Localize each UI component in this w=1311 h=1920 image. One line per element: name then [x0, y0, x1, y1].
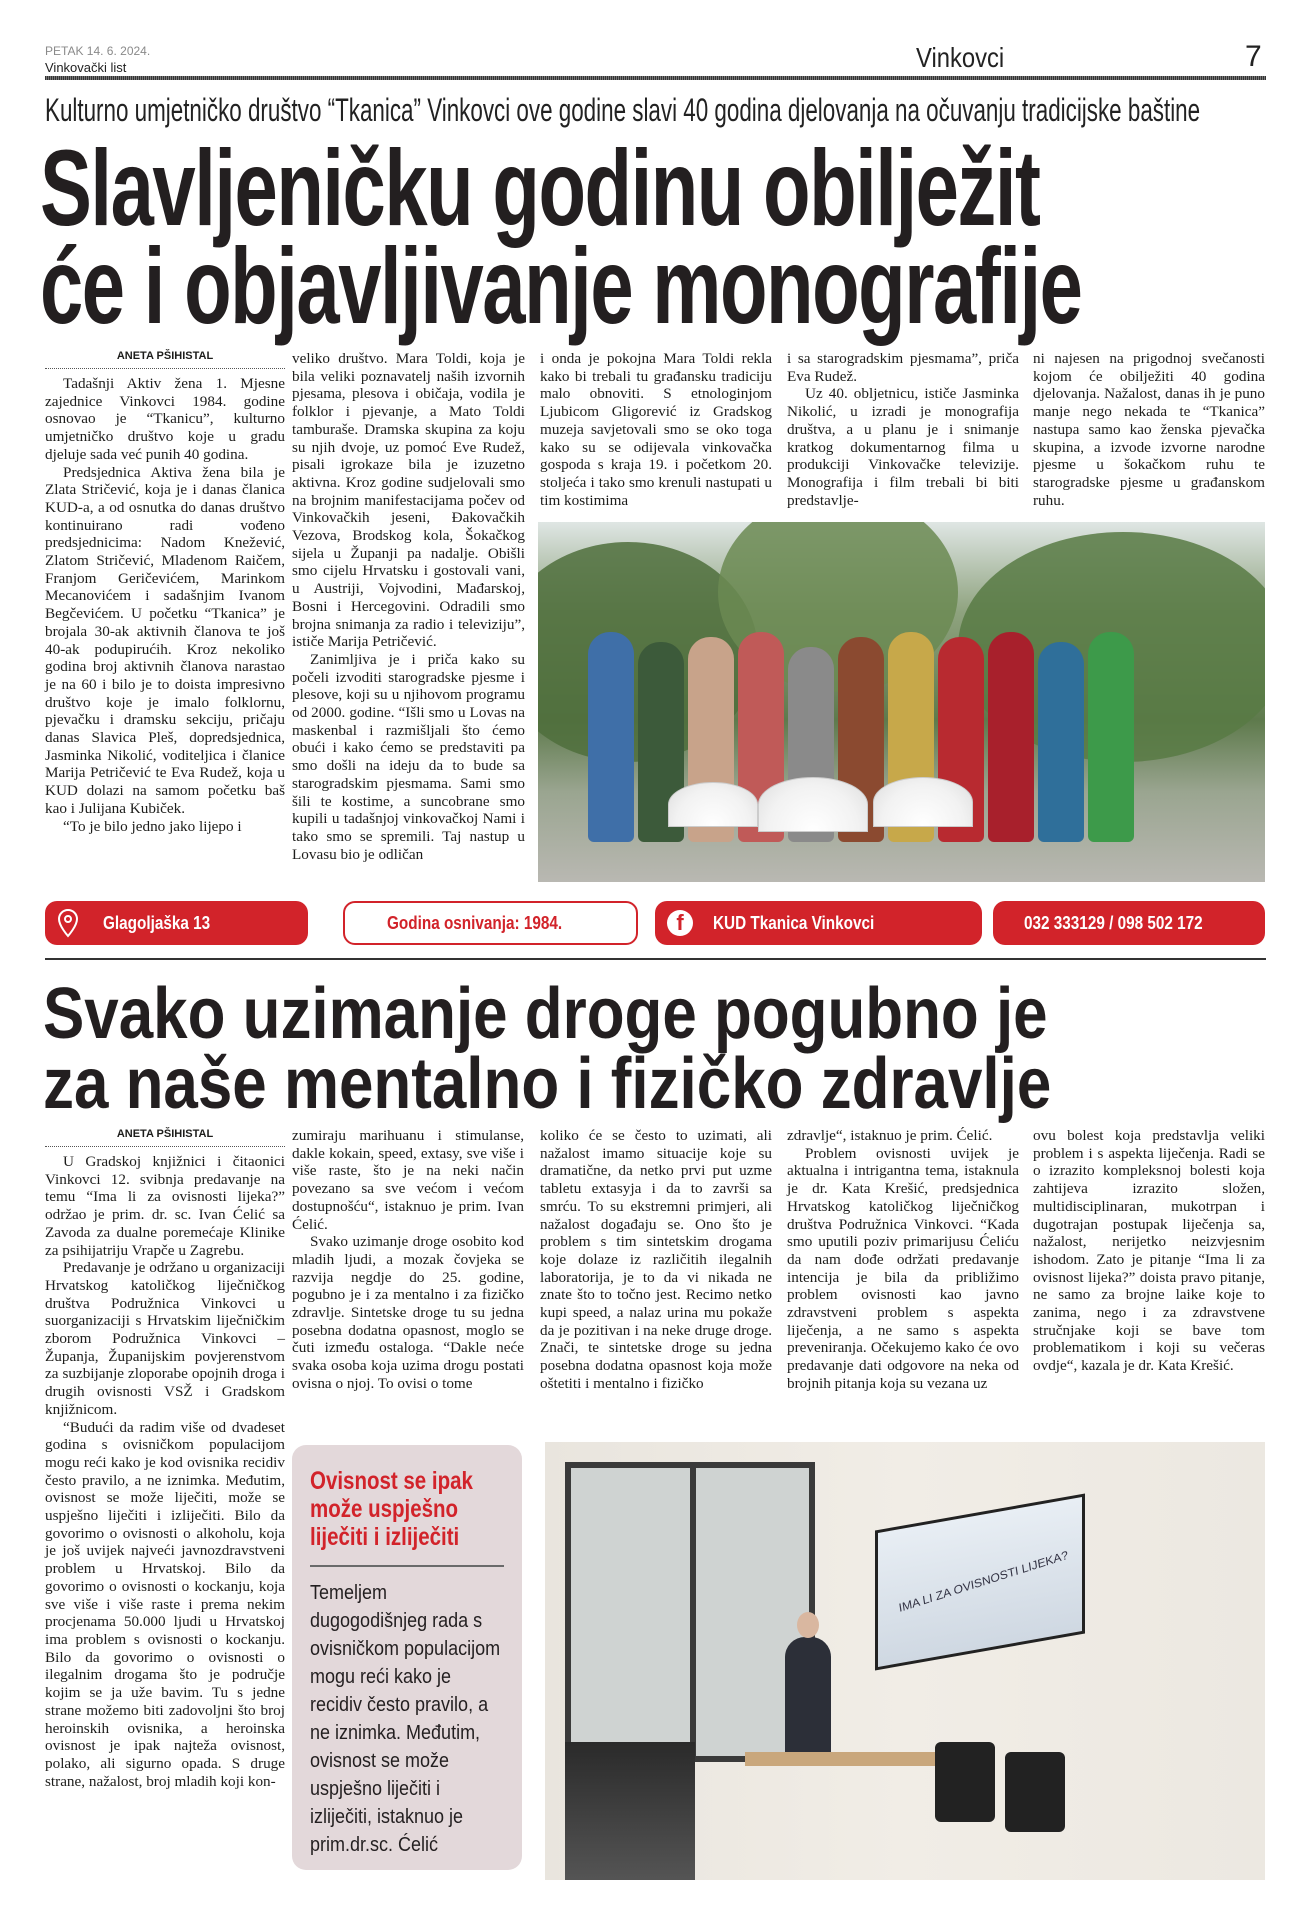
address-badge — [45, 901, 308, 945]
screen-title: IMA LI ZA OVISNOSTI LIJEKA? — [897, 1547, 1069, 1615]
issue-date: PETAK 14. 6. 2024. — [45, 44, 151, 58]
pull-quote-divider — [310, 1565, 504, 1567]
paragraph: “Budući da radim više od dvadeset godina s ovisničkom populacijom mogu reći kako je kod ovisnika recidiv često pravilo, a ne iznimka. Međutim, ovisnost se može liječiti, može se uspješno liječiti i izliječiti. Bilo da govorimo o ovisnosti o alkoholu, koja je još uvijek najveći javnozdravstveni problem u Hrvatskoj. Bilo da govorimo o ovisnosti o kockanju, koja sve više i više raste i prema nekim procjenama 50.000 ljudi u Hrvatskoj ima problem s ovisnosti o kockanju. Bilo da govorimo o ovisnosti o ilegalnim drogama što je područje kojim se ja uže bavim. Tu s jedne strane možemo biti zadovoljni što broj heroinskih ovisnika, a heroinska ovisnost je ipak najteža ovisnost, polako, ali sigurno opada. S druge strane, nažalost, broj mladih koji kon- — [45, 1418, 285, 1790]
paragraph: U Gradskoj knjižnici i čitaonici Vinkovci 12. svibnja predavanje na temu “Ima li za ovisnosti lijeka?” održao je prim. dr. sc. Ivan Ćelić sa Zavoda za dualne poremećaje Klinike za psihijatriju Vrapče u Zagrebu. — [45, 1153, 285, 1259]
paragraph: ovu bolest koja predstavlja veliki problem i s aspekta liječenja. Radi se o izrazito kompleksnoj bolesti koja zahtijeva izrazito složen, multidisciplinaran, mukotrpan i dugotrajan postupak liječenja sa, nažalost, nerijetko neizvjesnim ishodom. Zato je pitanje “Ima li za ovisnost lijeka?” doista pravo pitanje, ne samo za brojne laike koje to zanima, nego i za zdravstvene stručnjake koji se bave tom problematikom i koji su večeras ovdje“, kazala je dr. Kata Krešić. — [1033, 1127, 1265, 1375]
pull-quote-box — [292, 1445, 522, 1870]
founded-text: Godina osnivanja: 1984. — [387, 912, 563, 933]
paragraph: Problem ovisnosti uvijek je aktualna i intrigantna tema, istaknula je dr. Kata Krešić, predsjednica Hrvatskog katoličkog liječničkog društva Podružnica Vinkovci. “Kada smo uputili poziv primarijusu Ćeliću da nam dođe održati predavanje intencija je bila da približimo problem ovisnosti kao javno zdravstveni problem s aspekta liječenja, a ne samo s aspekta preveniranja. Očekujemo kako će ovo predavanje dati odgovore na neka od brojnih pitanja koja su vezana uz — [787, 1144, 1019, 1392]
facebook-icon: f — [667, 910, 693, 936]
location-pin-icon — [57, 908, 79, 938]
paragraph: veliko društvo. Mara Toldi, koja je bila veliki poznavatelj naših izvornih pjesama, plesova i običaja, vodila je folklor i pjevanje, a Mato Toldi tamburaše. Dramska skupina za koju su njih dvoje, uz pomoć Eve Rudež, pisali igrokaze bila je izuzetno aktivna. Kroz godine sudjelovali smo na brojnim manifestacijama počev od Vinkovačkih jeseni, Đakovačkih Vezova, Brodskog kola, Šokačkog sijela u Županji pa nadalje. Obišli smo cijelu Hrvatsku i gostovali vani, u Austriji, Vojvodini, Mađarskoj, Bosni i Hercegovini. Odradili smo brojna snimanja za radio i televiziju”, ističe Marija Petričević. — [292, 350, 525, 651]
photo-singers-in-costumes — [538, 522, 1265, 882]
paragraph: Predsjednica Aktiva žena bila je Zlata Stričević, koja je i danas članica KUD-a, a od osnutka do danas društvo kontinuirano radi vođeno predsjednicima: Nadom Knežević, Zlatom Stričević, Mladenom Raičem, Franjom Geričevićem, Marinkom Mecanovićem i sadašnjim Ivanom Begčevićem. U početku “Tkanica” je brojala 30-ak aktivnih članova te još 40-ak podupirućih. Kroz nekoliko godina broj aktivnih članova narastao je na 60 i bilo je to doista impresivno društvo koje je imalo folklornu, pjevačku i dramsku sekciju, pričaju danas Slavica Pleš, dopredsjednica, Jasminka Nikolić, voditeljica i članice Marija Petričević te Eva Rudež, koja u KUD dolazi na samom početku baš kao i Julijana Kubiček. — [45, 463, 285, 817]
article2-column-2 — [292, 1127, 524, 1393]
paragraph: zdravlje“, istaknuo je prim. Ćelić. — [787, 1127, 993, 1144]
article2-column-1 — [45, 1128, 285, 1790]
paragraph: zumiraju marihuanu i stimulanse, dakle kokain, speed, extasy, sve više i više raste, što je na neki način povezano sa sve većom i većom dostupnošću“, istaknuo je prim. Ivan Ćelić. — [292, 1127, 524, 1233]
section-title: Vinkovci — [916, 42, 1005, 73]
article1-headline-line1: Slavljeničku godinu obilježit — [40, 127, 1040, 248]
page-number: 7 — [1245, 40, 1262, 73]
pull-quote-text: Temeljem dugogodišnjeg rada s ovisničkom populacijom mogu reći kako je recidiv često pravilo, a ne iznimka. Međutim, ovisnost se može uspješno liječiti i izliječiti, istaknuo je prim.dr.sc. Ćelić — [310, 1582, 501, 1856]
article2-column-5 — [1033, 1127, 1265, 1375]
article1-column-5 — [1033, 350, 1265, 509]
article1-column-2 — [292, 350, 525, 863]
facebook-text[interactable]: KUD Tkanica Vinkovci — [713, 912, 875, 933]
article1-column-3 — [540, 350, 772, 509]
paragraph: Zanimljiva je i priča kako su počeli izvoditi starogradske pjesme i plesove, koji su u njihovom programu od 2000. godine. “Išli smo u Lovas na maskenbal i razmišljali što ćemo obući i kako ćemo se predstaviti pa smo došli na ideju da to bude sa starogradskim pjesmama. Sami smo šili te kostime, a suncobrane smo kupili u tadašnjoj vinkovačkoj Nami i tako smo se spremili. Taj nastup u Lovasu bio je odličan — [292, 650, 525, 863]
article1-column-4 — [787, 350, 1019, 509]
article1-headline-line2: će i objavljivanje monografije — [40, 225, 1082, 346]
article1-kicker: Kulturno umjetničko društvo “Tkanica” Vinkovci ove godine slavi 40 godina djelovanja na očuvanju tradicijske baštine — [45, 92, 1201, 128]
founded-badge — [343, 901, 638, 945]
byline: ANETA PŠIHISTAL — [45, 350, 285, 369]
paragraph: Svako uzimanje droge osobito kod mladih ljudi, a mozak čovjeka se razvija negdje do 25. godine, pogubno je i za mentalno i za fizičko zdravlje. Sintetske droge tu su jedna posebna dodatna opasnost, moglo se čuti između ostaloga. “Dakle neće svaka osoba koja uzima drogu postati ovisna o njoj. To ovisi o tome — [292, 1233, 524, 1392]
paragraph: Uz 40. obljetnicu, ističe Jasminka Nikolić, u izradi je monografija društva, a u planu je i snimanje kratkog dokumentarnog filma u produkciji Vinkovačke televizije. Monografija i film trebali bi biti predstavlje- — [787, 385, 1019, 509]
paragraph: “To je bilo jedno jako lijepo i — [63, 817, 242, 835]
article2-column-3 — [540, 1127, 772, 1393]
paragraph: i onda je pokojna Mara Toldi rekla kako bi trebali tu građansku tradiciju malo obnoviti. S etnologinjom Ljubicom Gligorević iz Gradskog muzeja savjetovali smo se oko toga kako su se odijevala vinkovačka gospoda s kraja 19. i početkom 20. stoljeća i tako smo krenuli nastupati u tim kostimima — [540, 350, 772, 509]
article2-headline-line1: Svako uzimanje droge pogubno je — [43, 974, 1048, 1054]
paragraph: i sa starogradskim pjesmama”, priča Eva Rudež. — [787, 350, 1019, 385]
photo-lecture-room — [545, 1442, 1265, 1880]
newspaper-name: Vinkovački list — [45, 60, 127, 75]
paragraph: Tadašnji Aktiv žena 1. Mjesne zajednice Vinkovci 1984. godine osnovao je “Tkanicu”, kulturno umjetničko društvo koje u gradu djeluje sada već punih 40 godina. — [45, 375, 285, 463]
presentation-screen — [875, 1493, 1085, 1670]
phone-badge — [993, 901, 1265, 945]
article2-headline-line2: za naše mentalno i fizičko zdravlje — [43, 1044, 1052, 1124]
header-rule — [45, 76, 1266, 80]
address-text: Glagoljaška 13 — [103, 912, 211, 933]
pull-quote-title: Ovisnost se ipak može uspješno liječiti i izliječiti — [310, 1467, 473, 1551]
paragraph: Predavanje je održano u organizaciji Hrvatskog katoličkog liječničkog društva Podružnica Vinkovci u suorganizaciji s Hrvatskim liječničkim zborom Podružnica Vinkovci – Županja, Županijskim povjerenstvom za suzbijanje zloporabe opojnih droga i drugih ovisnosti VSŽ i Gradskom knjižnicom. — [45, 1259, 285, 1418]
article2-column-4 — [787, 1127, 1019, 1393]
facebook-badge — [655, 901, 982, 945]
article1-column-1 — [45, 350, 285, 835]
paragraph: ni najesen na prigodnoj svečanosti kojom će obilježiti 40 godina djelovanja. Nažalost, danas ih je puno manje nego nekada te “Tkanica” nastupa samo kao ženska pjevačka skupina, a izvode izvorne narodne pjesme u šokačkom ruhu te starogradske pjesme u građanskom ruhu. — [1033, 350, 1265, 509]
paragraph: koliko će se često to uzimati, ali nažalost imamo situacije koje su dramatične, da netko prvi put uzme tabletu extasyja i da to završi sa smrću. To su ekstremni primjeri, ali nažalost događaju se. Ono što je problem s tim sintetskim drogama koje dolaze iz različitih ilegalnih laboratorija, je to da vi nikada ne znate što to točno jest. Recimo netko kupi speed, a nalaz urina mu pokaže da je pozitivan i na neke druge droge. Znači, te sintetske droge su jedna posebna dodatna opasnost koja može oštetiti i mentalno i fizičko — [540, 1127, 772, 1392]
phone-text: 032 333129 / 098 502 172 — [1023, 912, 1203, 933]
section-divider — [45, 958, 1266, 960]
byline: ANETA PŠIHISTAL — [45, 1128, 285, 1147]
